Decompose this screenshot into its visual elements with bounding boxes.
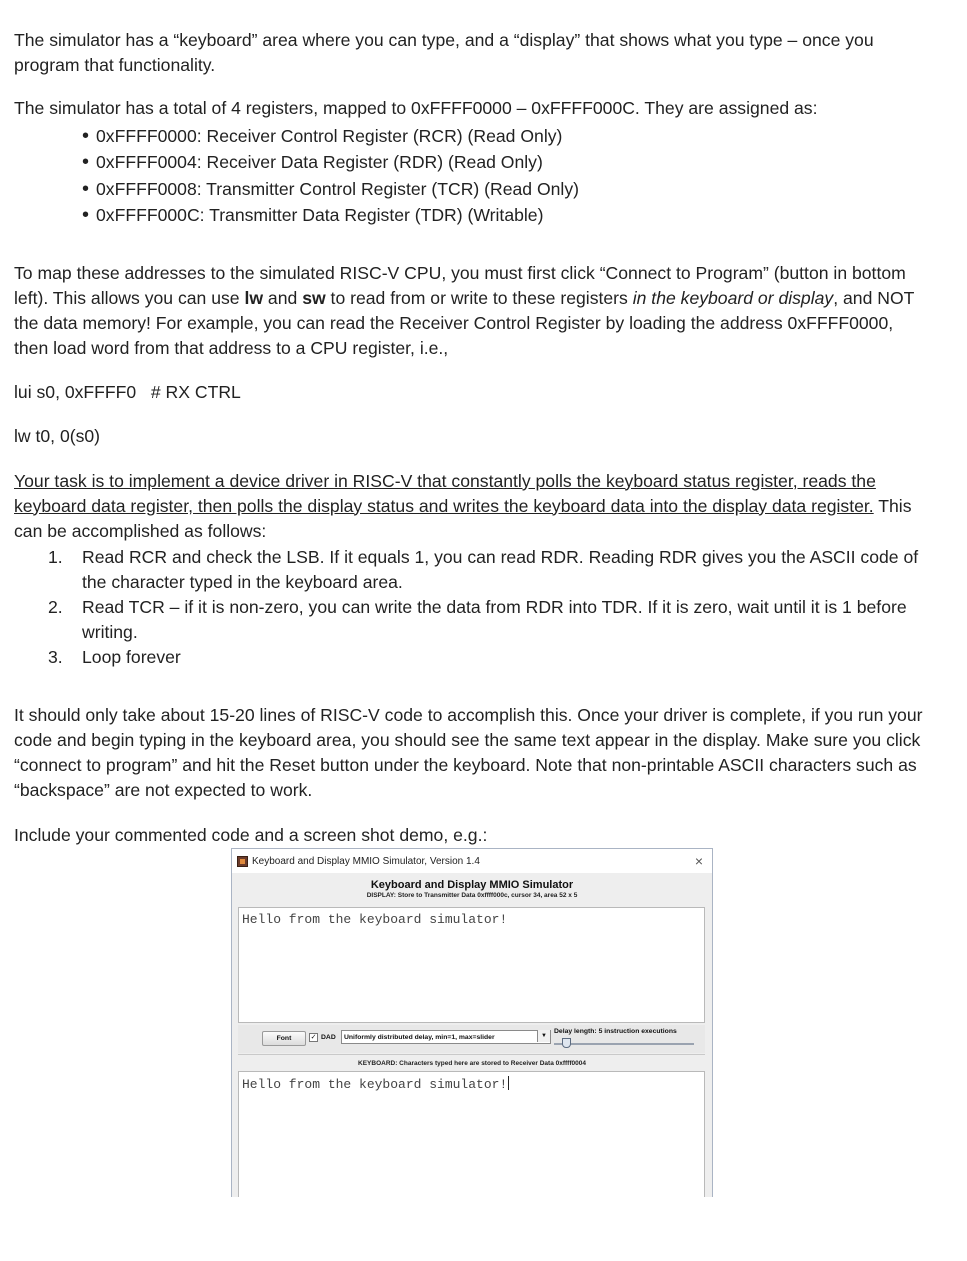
keyboard-text: Hello from the keyboard simulator! [242,1077,508,1092]
dropdown-arrow-icon[interactable]: ▼ [537,1030,550,1042]
window-titlebar [232,849,712,873]
register-item: • 0xFFFF0000: Receiver Control Register (RCR) (Read Only) [82,123,579,149]
closing-paragraph: It should only take about 15-20 lines of RISC-V code to accomplish this. Once your driver is complete, if you run your code and begin typing in the keyboard area, you should see the same text appear in the display. Make sure you click “connect to program” and hit the Reset button under the keyboard. Note that non-printable ASCII characters such as “backspace” are not expected to work. [14,704,923,800]
task-followup: This can be accomplished as follows: [14,495,912,541]
step-text: Read TCR – if it is non-zero, you can write the data from RDR into TDR. If it is zero, wait until it is 1 before writing. [82,597,907,642]
registers-intro: The simulator has a total of 4 registers, mapped to 0xFFFF0000 – 0xFFFF000C. They are assigned as: [14,97,818,118]
mapping-emphasis: in the keyboard or display [632,287,834,308]
keyboard-caption: KEYBOARD: Characters typed here are stored to Receiver Data 0xffff0004 [358,1060,586,1067]
intro-paragraph: The simulator has a “keyboard” area where you can type, and a “display” that shows what you type – once you program that functionality. [14,29,874,75]
app-icon [237,856,248,867]
dad-checkbox[interactable] [309,1033,336,1042]
task-statement: Your task is to implement a device driver in RISC-V that constantly polls the keyboard status register, reads the keyboard data register, then polls the display status and writes the keyboard data into the display data register. [14,470,876,516]
step-number: 2. [48,597,63,617]
keyboard-input-area[interactable] [238,1071,705,1197]
register-list [82,123,579,228]
simulator-window [231,848,713,1197]
task-paragraph [14,469,924,544]
step-text: Read RCR and check the LSB. If it equals 1, you can read RDR. Reading RDR gives you the ASCII code of the character typed in the keyboard area. [82,547,919,592]
step-item [48,595,928,645]
font-button[interactable]: Font [262,1031,306,1046]
lw-instruction: lw [244,287,264,308]
sw-instruction: sw [302,287,326,308]
pane-divider[interactable] [238,1054,705,1055]
step-item [48,545,928,595]
mapping-text: , and NOT the data memory! For example, you can read the Receiver Control Register by loading the address 0xFFFF0000, then load word from that address to a CPU register, i.e., [14,287,915,358]
register-item: • 0xFFFF0004: Receiver Data Register (RDR) (Read Only) [82,149,579,175]
simulator-heading: Keyboard and Display MMIO Simulator [370,879,574,891]
step-item [48,645,928,670]
dad-label: DAD [321,1034,336,1041]
display-area [238,907,705,1023]
mapping-text: and [263,287,303,308]
mapping-text: To map these addresses to the simulated RISC-V CPU, you must first click “Connect to Program” (button in bottom left). This allows you can use [14,262,906,308]
delay-slider-thumb[interactable] [562,1038,571,1048]
text-cursor [508,1076,509,1090]
steps-list [48,545,928,670]
code-line-2: lw t0, 0(s0) [14,425,101,446]
delay-slider-track[interactable] [554,1043,694,1045]
delay-length-label: Delay length: 5 instruction executions [554,1028,677,1035]
step-text: Loop forever [82,647,181,667]
checkbox-checked-icon[interactable]: ✓ [310,1034,317,1041]
step-number: 1. [48,547,63,567]
register-item: • 0xFFFF0008: Transmitter Control Register (TCR) (Read Only) [82,176,579,202]
display-caption: DISPLAY: Store to Transmitter Data 0xffff000c, cursor 34, area 52 x 5 [366,892,578,899]
close-icon[interactable]: × [694,853,703,869]
mapping-text: to read from or write to these registers [325,287,633,308]
display-text: Hello from the keyboard simulator! [242,912,508,927]
code-line-1: lui s0, 0xFFFF0 # RX CTRL [14,381,241,402]
step-number: 3. [48,647,63,667]
screenshot-instruction: Include your commented code and a screen shot demo, e.g.: [14,824,488,845]
delay-mode-select[interactable]: Uniformly distributed delay, min=1, max=slider [341,1030,551,1044]
display-controls [238,1025,705,1053]
window-title: Keyboard and Display MMIO Simulator, Version 1.4 [252,855,480,867]
mapping-paragraph [14,261,924,361]
register-item: • 0xFFFF000C: Transmitter Data Register (TDR) (Writable) [82,202,579,228]
